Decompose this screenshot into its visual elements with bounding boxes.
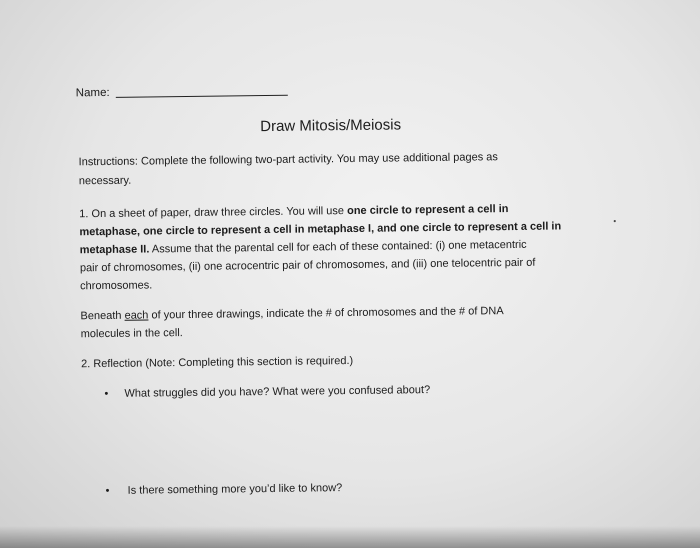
part1-line-1: 1. On a sheet of paper, draw three circles. You will use one circle to represent a cell in [79, 203, 509, 221]
margin-dot: • [613, 216, 617, 226]
part1-line-4: pair of chromosomes, (ii) one acrocentric pair of chromosomes, and (iii) one telocentric pair of [79, 256, 536, 275]
instructions-line-1 [79, 151, 498, 168]
bullet-1: • [104, 387, 109, 401]
instructions-line-2: necessary. [78, 174, 132, 188]
part1-line-2: metaphase, one circle to represent a cell in metaphase I, and one circle to represent a cell in [79, 220, 562, 239]
part1-line-3: metaphase II. Assume that the parental cell for each of these contained: (i) one metacentric [79, 238, 527, 257]
name-label: Name: [75, 86, 110, 100]
beneath-line-2: molecules in the cell. [80, 327, 183, 341]
instructions-text: Complete the following two-part activity. You may use additional pages as [140, 151, 498, 168]
reflection-heading: 2. Reflection (Note: Completing this section is required.) [81, 354, 354, 371]
question-1: What struggles did you have? What were you confused about? [124, 384, 431, 400]
question-2: Is there something more you’d like to know? [127, 482, 343, 497]
name-line [116, 95, 288, 98]
page-title: Draw Mitosis/Meiosis [260, 116, 402, 136]
bullet-2: • [105, 484, 110, 498]
part1-line-5: chromosomes. [80, 279, 153, 293]
beneath-line-1: Beneath each of your three drawings, indicate the # of chromosomes and the # of DNA [80, 305, 504, 323]
instructions-label: Instructions: [78, 155, 138, 169]
